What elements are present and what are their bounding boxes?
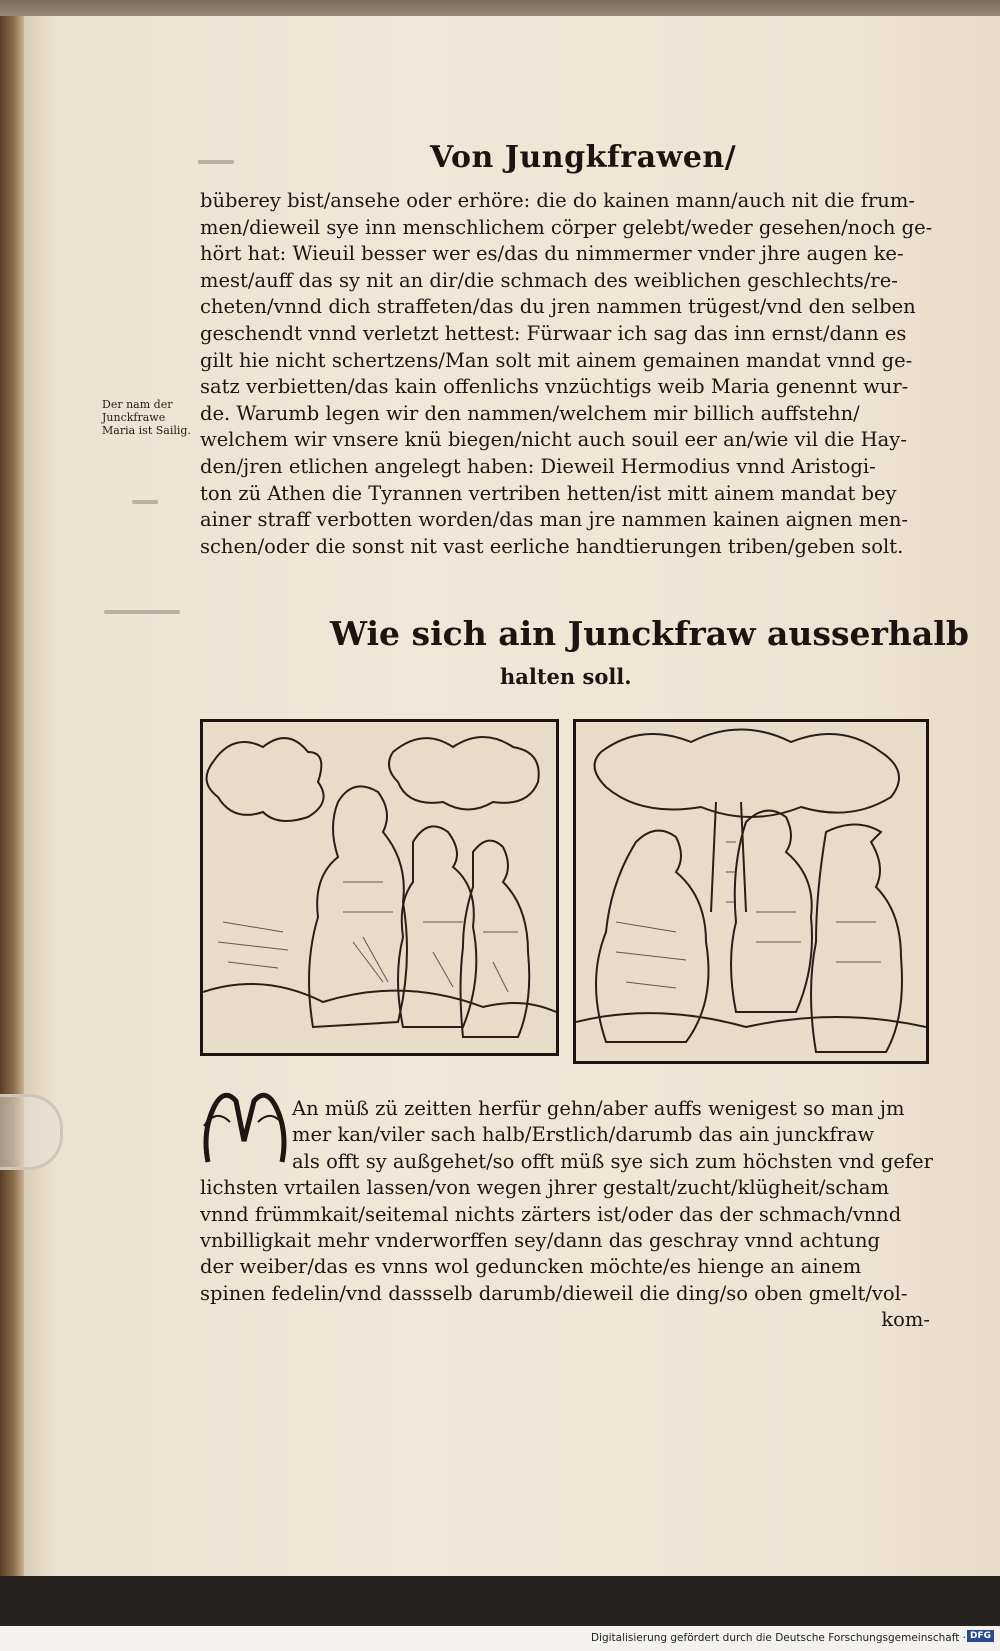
body-line: schen/oder die sonst nit vast eerliche handtierungen triben/geben solt. <box>200 534 904 558</box>
body-line: welchem wir vnsere knü biegen/nicht auch souil eer an/wie vil die Hay- <box>200 428 907 452</box>
body-line: men/dieweil sye inn menschlichem cörper gelebt/weder gesehen/noch ge- <box>200 215 933 239</box>
lower-line: vnnd frümmkait/seitemal nichts zärters ist/oder das der schmach/vnnd <box>200 1202 902 1226</box>
body-line: den/jren etlichen angelegt haben: Dieweil Hermodius vnnd Aristogi- <box>200 454 876 478</box>
lower-line: der weiber/das es vnns wol geduncken möchte/es hienge an ainem <box>200 1255 862 1279</box>
body-line: gilt hie nicht schertzens/Man solt mit ainem gemainen mandat vnnd ge- <box>200 348 913 372</box>
body-line: hört hat: Wieuil besser wer es/das du nimmermer vnder jhre augen ke- <box>200 242 904 266</box>
body-line: ton zü Athen die Tyrannen vertriben hetten/ist mitt ainem mandat bey <box>200 481 897 505</box>
ink-smudge <box>132 500 158 504</box>
scan-bottom-margin <box>0 1576 1000 1626</box>
woodcut-maidens-under-tree <box>573 719 929 1064</box>
footer-credit: Digitalisierung gefördert durch die Deutsche Forschungsgemeinschaft · <box>590 1632 966 1644</box>
body-line: geschendt vnnd verletzt hettest: Fürwaar ich sag das inn ernst/dann es <box>200 321 907 345</box>
body-line: cheten/vnnd dich straffeten/das du jren nammen trügest/vnd den selben <box>200 295 916 319</box>
footer-credit-bar <box>0 1626 1000 1651</box>
body-line: de. Warumb legen wir den nammen/welchem mir billich auffstehn/ <box>200 401 860 425</box>
lower-line: lichsten vrtailen lassen/von wegen jhrer gestalt/zucht/klügheit/scham <box>200 1176 890 1200</box>
margin-note: Der nam der Junckfrawe Maria ist Sailig. <box>102 398 191 437</box>
section-subtitle: halten soll. <box>500 664 632 689</box>
running-header: Von Jungkfrawen/ <box>430 140 737 175</box>
lower-line: mer kan/viler sach halb/Erstlich/darumb das ain junckfraw <box>292 1123 875 1147</box>
catchword: kom- <box>881 1308 930 1331</box>
body-line: mest/auff das sy nit an dir/die schmach des weiblichen geschlechts/re- <box>200 268 898 292</box>
page-clip <box>0 1094 63 1170</box>
lower-line: An müß zü zeitten herfür gehn/aber auffs wenigest so man jm <box>292 1097 905 1120</box>
woodcut-three-maidens <box>200 719 559 1056</box>
ink-smudge <box>198 160 234 164</box>
section-title: Wie sich ain Junckfraw ausserhalb <box>330 614 969 653</box>
lower-text <box>200 1096 933 1307</box>
lower-line: als offt sy außgehet/so offt müß sye sich zum höchsten vnd gefer <box>292 1149 933 1173</box>
body-text <box>200 188 940 560</box>
book-binding <box>0 16 24 1576</box>
body-line: ainer straff verbotten worden/das man jre nammen kainen aignen men- <box>200 508 908 532</box>
dfg-logo: DFG <box>967 1630 994 1642</box>
body-line: büberey bist/ansehe oder erhöre: die do kainen mann/auch nit die frum- <box>200 189 915 212</box>
lower-line: spinen fedelin/vnd dassselb darumb/dieweil die ding/so oben gmelt/vol- <box>200 1281 908 1305</box>
body-line: satz verbietten/das kain offenlichs vnzüchtigs weib Maria genennt wur- <box>200 375 909 399</box>
lower-line: vnbilligkait mehr vnderworffen sey/dann das geschray vnnd achtung <box>200 1229 881 1253</box>
ink-smudge <box>104 610 180 614</box>
